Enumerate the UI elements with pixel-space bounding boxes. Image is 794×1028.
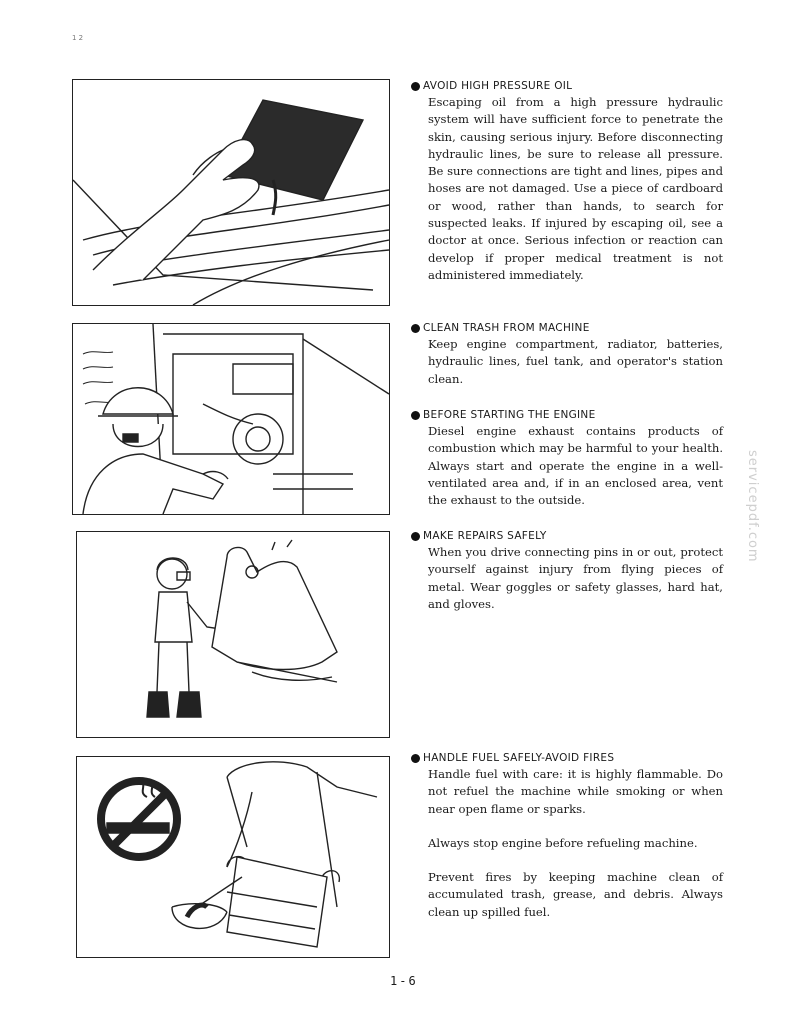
section-paragraph: Handle fuel with care: it is highly flammable. Do not refuel the machine while smoking or when near open flame or sparks. (428, 767, 723, 816)
bullet-icon (411, 324, 420, 333)
bullet-icon (411, 532, 420, 541)
section-handle-fuel-safely (411, 752, 723, 921)
section-make-repairs-safely (411, 530, 723, 613)
section-heading: BEFORE STARTING THE ENGINE (423, 409, 596, 421)
engine-compartment-illustration (72, 323, 390, 515)
section-heading: HANDLE FUEL SAFELY-AVOID FIRES (423, 752, 615, 764)
section-paragraph: Diesel engine exhaust contains products of combustion which may be harmful to your health. Always start and operate the engine in a well-ventilated area and, if in an enclosed area, vent the exhaust to the outside. (428, 424, 723, 508)
fuel-safety-illustration (76, 756, 390, 958)
section-heading: AVOID HIGH PRESSURE OIL (423, 80, 573, 92)
bullet-icon (411, 754, 420, 763)
section-paragraph: Escaping oil from a high pressure hydraulic system will have sufficient force to penetrate the skin, causing serious injury. Before disconnecting hydraulic lines, be sure to release all pressure. Be sure connections are tight and lines, pipes and hoses are not damaged. Use a piece of cardboard or wood, rather than hands, to search for suspected leaks. If injured by escaping oil, see a doctor at once. Serious infection or reaction can develop if proper medical treatment is not administered immediately. (428, 95, 723, 282)
bullet-icon (411, 82, 420, 91)
section-before-starting-engine (411, 409, 723, 509)
corner-mark: 1 2 (72, 34, 84, 42)
section-clean-trash (411, 322, 723, 388)
section-paragraph: When you drive connecting pins in or out, protect yourself against injury from flying pieces of metal. Wear goggles or safety glasses, hard hat, and gloves. (428, 545, 723, 611)
section-heading: CLEAN TRASH FROM MACHINE (423, 322, 590, 334)
watermark-right: servicepdf.com (745, 450, 760, 563)
section-paragraph: Keep engine compartment, radiator, batteries, hydraulic lines, fuel tank, and operator's station clean. (428, 337, 723, 386)
bullet-icon (411, 411, 420, 420)
section-paragraph: Always stop engine before refueling machine. (428, 835, 698, 850)
section-paragraph: Prevent fires by keeping machine clean of accumulated trash, grease, and debris. Always clean up spilled fuel. (428, 870, 723, 919)
high-pressure-oil-illustration (72, 79, 390, 306)
no-smoking-icon (101, 779, 177, 857)
section-avoid-high-pressure-oil (411, 80, 723, 284)
section-heading: MAKE REPAIRS SAFELY (423, 530, 547, 542)
repairs-safely-illustration (76, 531, 390, 738)
page-number: 1-6 (390, 974, 418, 988)
